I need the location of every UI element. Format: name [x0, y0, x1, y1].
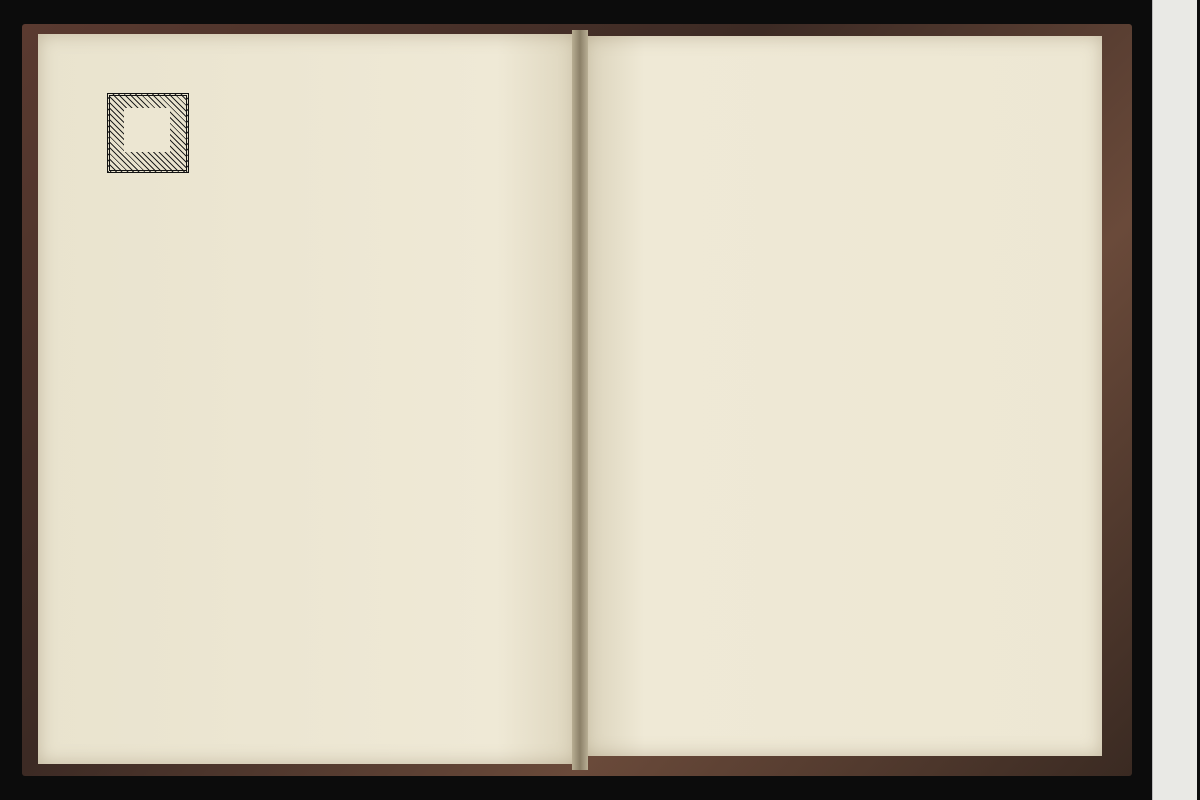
- book-gutter: [572, 30, 588, 770]
- initial-letter: [124, 108, 170, 152]
- staff-left-6: [116, 480, 556, 528]
- staff-right-4: [604, 326, 1050, 374]
- ruler-scale: [1153, 0, 1197, 800]
- staff-left-1: [196, 100, 552, 148]
- staff-right-1: [630, 98, 1050, 146]
- staff-right-3: [604, 250, 1050, 298]
- staff-left-3: [112, 252, 552, 300]
- staff-left-2: [112, 176, 552, 224]
- measurement-ruler: [1152, 0, 1197, 800]
- staff-right-5: [604, 402, 1050, 450]
- decorated-initial: [107, 93, 189, 173]
- staff-right-2: [604, 174, 1050, 222]
- staff-right-6: [604, 478, 1050, 526]
- staff-left-4: [112, 330, 552, 378]
- staff-left-5: [112, 404, 552, 452]
